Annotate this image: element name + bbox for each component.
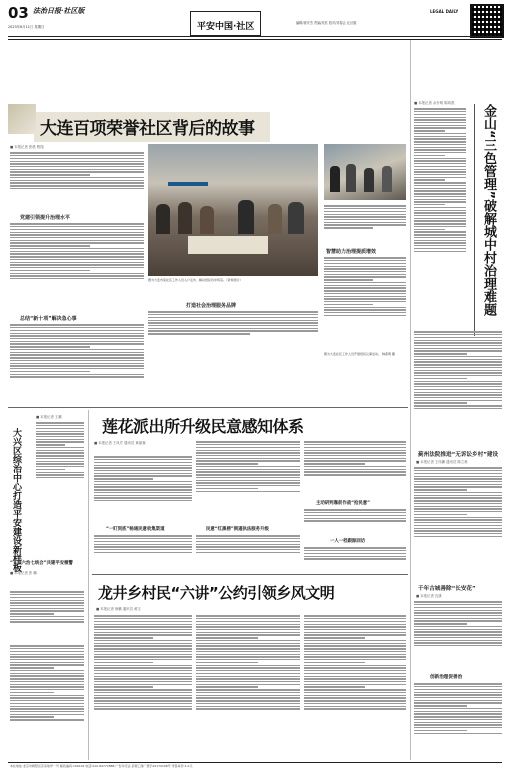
right-headline-text: 金山“三色管理”破解城中村治理难题: [481, 104, 496, 317]
right-by-a: ■ 本报记者 王伟鹏 通讯员 陈立甫: [416, 460, 468, 464]
right-by-b: ■ 本报记者 沈康: [416, 594, 442, 598]
lead-byline: ■ 本报记者 张晨 程翔: [10, 145, 44, 149]
right-col-text-1: [414, 107, 466, 327]
mid-col-1: [94, 455, 192, 525]
mid-col-3: [304, 440, 406, 496]
section-title: [190, 11, 261, 36]
lead-sub-1: 党建引领提升治理水平: [20, 215, 71, 221]
right-byline: ■ 本报记者 余东明 陈鸿燕: [414, 101, 455, 105]
right-col-text-4: [414, 600, 502, 672]
lead-sub-4: 打造社会治理服务品牌: [186, 303, 237, 309]
mid-col-3c: [304, 546, 406, 570]
left-by-2: ■ 本报记者 张 鹏: [10, 571, 37, 575]
mid-col-2b: [196, 534, 300, 564]
mid-col-2: [196, 440, 300, 520]
right-headline: [474, 104, 502, 336]
lead-headline-text: 大连百项荣誉社区背后的故事: [40, 119, 255, 139]
mid-byline-2: ■ 本报记者 徐鹏 通讯员 黄文: [96, 607, 141, 611]
footer: 本社地址:北京市朝阳区花家地甲一号 邮政编码:100102 电话:010-84772888 广告许可证:京朝工商广登字20170108号 零售每份:1.0元: [10, 764, 193, 768]
legal-daily: LEGAL DAILY: [430, 9, 459, 14]
section-title-text: 平安中国·社区: [197, 22, 255, 32]
page-number: 03: [8, 4, 29, 22]
mid-byline: ■ 本报记者 王凤芹 通讯员 黄丽蓉: [94, 441, 146, 445]
lead-photo-sign: 图为大连社区工作人员开展居民议事活动。 韩燕明 摄: [324, 352, 395, 356]
date-line: 2023年6月11日 星期日: [8, 25, 45, 29]
lead-photo-caption: 图为大连市某社区工作人员入户走访、解决居民诉求场景。（资料图片）: [148, 278, 243, 282]
mid-col-3b: [304, 508, 406, 532]
mid-sub-2: 民意“红黑榜”倒逼执法服务升级: [206, 527, 269, 532]
lead-col-3b: [324, 256, 406, 348]
right-sub-c: 创新治理促善治: [430, 675, 463, 680]
left-sub: “五联六治七统合”共建平安微警: [10, 561, 73, 566]
mid-sub-3: 主动研判靠前作战“抢民意”: [316, 501, 371, 506]
bottom-col-1: [94, 614, 192, 760]
lead-col-2: [148, 310, 318, 350]
mid-sub-1: “一盯到底”畅通民意收集渠道: [106, 527, 165, 532]
left-headline-text: 大兴区综治中心打造平安建设新样板: [11, 428, 21, 572]
lead-photo: [148, 144, 318, 276]
left-byline: ■ 本报记者 王鹏: [36, 415, 62, 419]
lead-col-3: [324, 204, 406, 244]
left-col-text-2: [10, 590, 84, 640]
right-sub-a: 蓟州法院推进“无诉讼乡村”建设: [418, 452, 499, 458]
lead-col-1b: [10, 222, 144, 312]
right-col-text-3: [414, 466, 502, 576]
section-subtitle: 编辑/蒋安杰 责编/吴茗 校对/邓春会 社区版: [296, 21, 357, 25]
mid-headline: 莲花派出所升级民意感知体系: [102, 417, 304, 436]
paper-name: 法治日报·社区版: [33, 6, 85, 15]
mid-sub-4: 一人一档跟踪回访: [330, 539, 366, 544]
bottom-col-2: [196, 614, 300, 760]
lead-sub-2: 智慧助力治理提质增效: [326, 249, 377, 255]
right-sub-b: 千年古城善除“长安花”: [418, 586, 476, 592]
right-col-text-2: [414, 330, 502, 450]
lead-sub-3: 总结“新十项”解决急心事: [20, 316, 77, 322]
left-col-text-3: [10, 644, 84, 760]
lead-col-1: [10, 151, 144, 211]
mid-headline-2: 龙井乡村民“六讲”公约引领乡风文明: [98, 584, 335, 602]
lead-ornament: [8, 104, 36, 134]
bottom-col-3: [304, 614, 406, 760]
mid-col-1b: [94, 534, 192, 564]
lead-photo-2: [324, 144, 406, 200]
left-col-text-1: [36, 421, 84, 511]
lead-col-1c: [10, 323, 144, 405]
right-col-text-5: [414, 682, 502, 760]
qr-code: [470, 4, 504, 38]
